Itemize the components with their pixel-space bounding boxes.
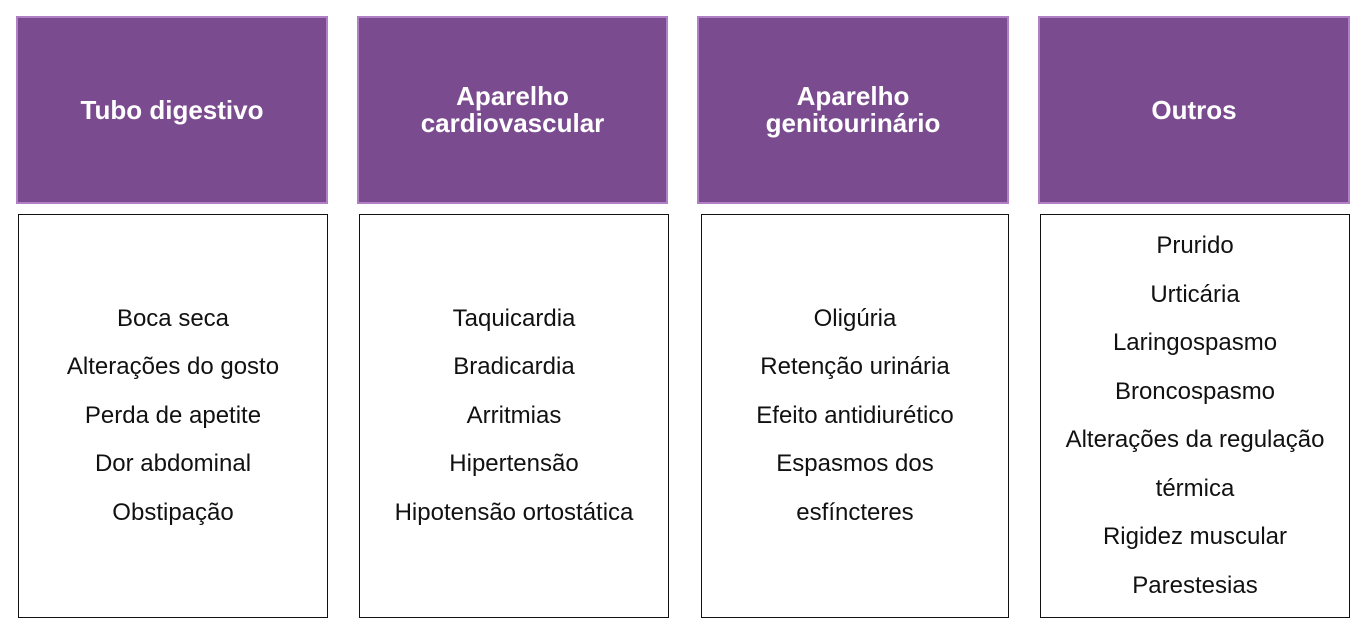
column-header	[697, 16, 1009, 204]
column-header	[1038, 16, 1350, 204]
list-item: Rigidez muscular	[1102, 523, 1288, 550]
column-aparelho-cardiovascular	[357, 16, 668, 618]
column-header-line: cardiovascular	[420, 108, 605, 138]
column-tubo-digestivo	[16, 16, 328, 618]
list-item: Hipertensão	[449, 450, 579, 478]
list-item: Obstipação	[112, 498, 234, 526]
column-aparelho-genitourinario	[697, 16, 1009, 618]
list-item: Prurido	[1156, 232, 1234, 259]
list-item: Parestesias	[1132, 571, 1258, 599]
list-item: Alterações da regulação	[1065, 426, 1325, 453]
column-header	[16, 16, 328, 204]
column-header	[357, 16, 668, 204]
list-item: Bradicardia	[453, 353, 575, 381]
list-item: Retenção urinária	[760, 353, 950, 381]
list-item: Arritmias	[466, 401, 562, 429]
list-item: Oligúria	[813, 304, 897, 332]
list-item: Dor abdominal	[94, 450, 252, 478]
column-header-line: Tubo digestivo	[80, 94, 264, 125]
list-item: Efeito antidiurético	[756, 401, 954, 429]
list-item: Broncospasmo	[1114, 377, 1276, 405]
list-item: Taquicardia	[452, 304, 576, 332]
column-body	[701, 214, 1009, 618]
column-header-line: Aparelho	[796, 81, 910, 111]
list-item: Urticária	[1150, 280, 1240, 308]
list-item: térmica	[1155, 474, 1235, 502]
column-body	[1040, 214, 1350, 618]
list-item: Hipotensão ortostática	[394, 498, 634, 526]
column-body	[18, 214, 328, 618]
column-outros	[1038, 16, 1350, 618]
list-item: esfíncteres	[796, 498, 914, 526]
list-item: Perda de apetite	[84, 401, 262, 429]
column-header-line: genitourinário	[765, 108, 941, 138]
column-header-line: Outros	[1151, 94, 1237, 125]
list-item: Espasmos dos	[776, 450, 934, 478]
column-body	[359, 214, 669, 618]
list-item: Laringospasmo	[1112, 329, 1278, 356]
column-header-line: Aparelho	[456, 81, 569, 111]
list-item: Alterações do gosto	[66, 353, 280, 381]
list-item: Boca seca	[116, 304, 230, 332]
